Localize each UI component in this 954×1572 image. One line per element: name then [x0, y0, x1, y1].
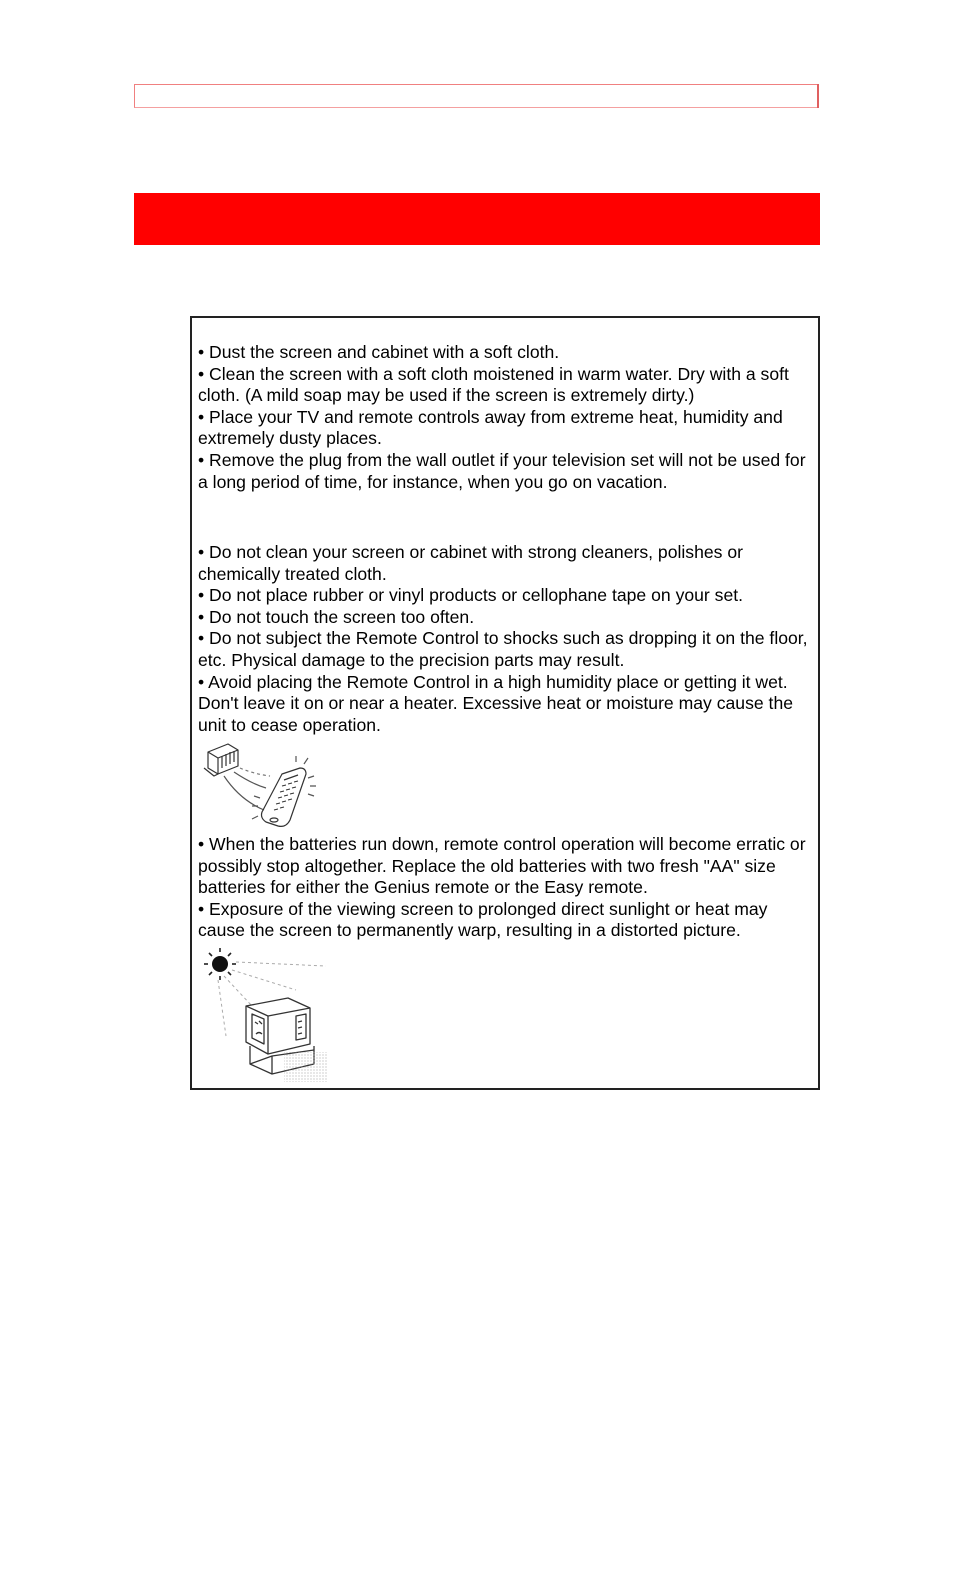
care-item: • Clean the screen with a soft cloth moistened in warm water. Dry with a soft cloth. (A mild soap may be used if the screen is extremely dirty.): [198, 363, 789, 406]
remote-near-heater-illustration: [200, 738, 324, 830]
care-item: • Dust the screen and cabinet with a soft cloth.: [198, 342, 560, 362]
title-bar: [134, 193, 820, 245]
caution-item: • Do not clean your screen or cabinet with strong cleaners, polishes or chemically treated cloth.: [198, 542, 744, 584]
care-item: • Remove the plug from the wall outlet if your television set will not be used for a long period of time, for instance, when you go on vacation.: [198, 449, 806, 492]
maintenance-content-box: [190, 316, 820, 1090]
tv-in-sunlight-illustration: [196, 946, 336, 1084]
caution-item: • Do not place rubber or vinyl products or cellophane tape on your set.: [198, 585, 744, 606]
caution-item: • Do not subject the Remote Control to shocks such as dropping it on the floor, etc. Physical damage to the precision parts may result.: [198, 628, 808, 670]
care-item: • Place your TV and remote controls away from extreme heat, humidity and extremely dusty places.: [198, 406, 783, 449]
caution-item: • Do not touch the screen too often.: [198, 606, 475, 627]
header-strip: [134, 84, 819, 108]
header-strip-edge: [817, 84, 819, 108]
care-list: [198, 342, 808, 493]
battery-item: • When the batteries run down, remote control operation will become erratic or possibly stop altogether. Replace the old batteries with two fresh "AA" size batteries for either the Genius remote or the Easy remote.: [198, 834, 806, 898]
remote-heater-icon: [200, 738, 324, 830]
battery-item: • Exposure of the viewing screen to prolonged direct sunlight or heat may cause the screen to permanently warp, resulting in a distorted picture.: [198, 898, 768, 941]
sun-and-tv-icon: [196, 946, 336, 1084]
caution-list: [198, 542, 808, 736]
battery-list: [198, 834, 808, 942]
caution-item: • Avoid placing the Remote Control in a high humidity place or getting it wet. Don't leave it on or near a heater. Excessive heat or moisture may cause the unit to cease operation.: [198, 671, 794, 735]
